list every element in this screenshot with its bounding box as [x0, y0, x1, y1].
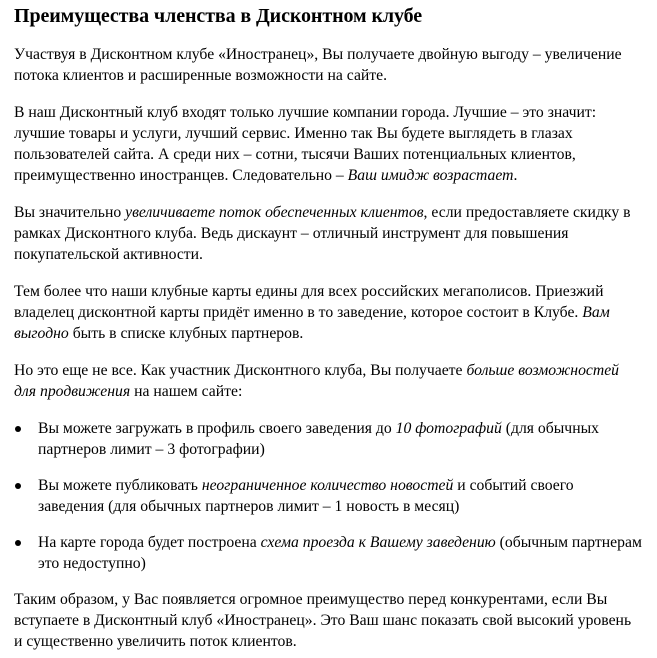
paragraph-text: , если предоставляете скидку в рамках Дисконтного клуба. Ведь дискаунт – отличный инструмент для повышения покупательской активности.: [14, 204, 631, 263]
paragraph-text: Тем более что наши клубные карты едины для всех российских мегаполисов. Приезжий владелец дисконтной карты придёт именно в то заведение, которое состоит в Клубе.: [14, 283, 604, 321]
bullet-icon: [15, 483, 21, 489]
list-item-text: (обычным партнерам это недоступно): [38, 534, 642, 572]
bullet-icon: [15, 540, 21, 546]
paragraph-text: В наш Дисконтный клуб входят только лучшие компании города. Лучшие – это значит: лучшие товары и услуги, лучший сервис. Именно так Вы будете выглядеть в глазах пользователей сайта. А среди них – сотни, тысячи Ваших потенциальных клиентов, преимущественно иностранцев. Следовательно –: [14, 104, 597, 184]
benefits-list: [14, 418, 643, 574]
emphasis-text: увеличиваете поток обеспеченных клиентов: [125, 204, 424, 221]
club-cards-paragraph: [14, 281, 643, 344]
emphasis-text: больше возможностей для продвижения: [14, 362, 620, 400]
page-title: Преимущества членства в Дисконтном клубе: [14, 5, 423, 27]
emphasis-text: неограниченное количество новостей: [201, 477, 454, 494]
conclusion-paragraph: Таким образом, у Вас появляется огромное преимущество перед конкурентами, если Вы вступаете в Дисконтный клуб «Иностранец». Это Ваш шанс показать свой высокий уровень и существенно увеличить поток клиентов.: [14, 591, 632, 650]
paragraph-text: Но это еще не все. Как участник Дисконтного клуба, Вы получаете: [14, 362, 467, 379]
paragraph-text: на нашем сайте:: [130, 383, 243, 400]
discount-paragraph: [14, 202, 643, 265]
emphasis-text: Ваш имидж возрастает: [347, 167, 514, 184]
list-item: [14, 532, 643, 574]
list-item-text: Вы можете загружать в профиль своего заведения до: [38, 420, 396, 437]
list-item: [14, 418, 643, 460]
bullet-icon: [15, 426, 21, 432]
list-item-text: и событий своего заведения (для обычных партнеров лимит – 1 новость в месяц): [38, 477, 574, 515]
list-item: [14, 475, 643, 517]
best-companies-paragraph: [14, 102, 643, 186]
emphasis-text: Вам выгодно: [14, 304, 610, 342]
page-content: [0, 3, 657, 652]
list-item-text: На карте города будет построена: [38, 534, 261, 551]
paragraph-text: .: [513, 167, 518, 184]
list-item-text: Вы можете публиковать: [38, 477, 202, 494]
intro-paragraph: Участвуя в Дисконтном клубе «Иностранец», Вы получаете двойную выгоду – увеличение потока клиентов и расширенные возможности на сайте.: [14, 46, 622, 84]
list-item-text: (для обычных партнеров лимит – 3 фотографии): [38, 420, 599, 458]
emphasis-text: 10 фотографий: [395, 420, 502, 437]
paragraph-text: быть в списке клубных партнеров.: [68, 325, 304, 342]
emphasis-text: схема проезда к Вашему заведению: [260, 534, 496, 551]
paragraph-text: Вы значительно: [14, 204, 126, 221]
more-opportunities-paragraph: [14, 360, 643, 402]
